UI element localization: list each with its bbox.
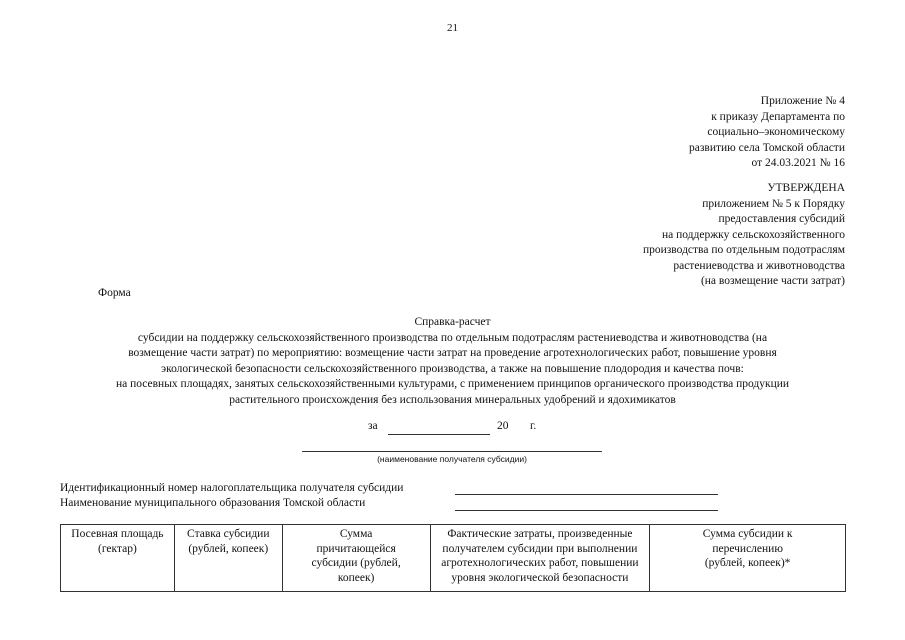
approved-line: приложением № 5 к Порядку xyxy=(702,197,845,210)
inn-blank-line[interactable] xyxy=(455,494,718,495)
header-line: копеек) xyxy=(337,571,375,584)
approved-line: предоставления субсидий xyxy=(718,213,845,225)
header-line: получателем субсидии при выполнении xyxy=(442,542,638,555)
header-line: (рублей, копеек) xyxy=(188,542,269,555)
approved-line: производства по отдельным подотраслям xyxy=(642,244,845,256)
form-label: Форма xyxy=(98,287,131,299)
page-number: 21 xyxy=(447,22,458,34)
header-transfer-amount xyxy=(650,525,846,592)
title-line: на посевных площадях, занятых сельскохозяйственными культурами, с применением принципов органического производства продукции xyxy=(115,378,790,390)
recipient-blank-line[interactable] xyxy=(302,451,602,452)
inn-label: Идентификационный номер налогоплательщика получателя субсидии xyxy=(60,482,404,494)
municipality-blank-line[interactable] xyxy=(455,510,718,511)
approved-line: УТВЕРЖДЕНА xyxy=(767,182,845,194)
approved-line: (на возмещение части затрат) xyxy=(700,275,845,287)
header-subsidy-rate xyxy=(174,525,282,592)
header-line: (гектар) xyxy=(98,542,137,555)
appendix-line: к приказу Департамента по xyxy=(711,110,845,123)
appendix-block xyxy=(689,94,845,172)
subsidy-table xyxy=(60,524,846,592)
title-line: возмещение части затрат) по мероприятию: возмещение части затрат на проведение агротехнологических работ, повышение уровня xyxy=(128,347,777,359)
period-year-prefix: 20 xyxy=(497,420,509,432)
header-line: перечислению xyxy=(712,542,783,555)
period-blank-line[interactable] xyxy=(388,434,490,435)
appendix-line: Приложение № 4 xyxy=(760,95,845,107)
header-sown-area xyxy=(61,525,175,592)
appendix-line: социально–экономическому xyxy=(707,126,845,138)
appendix-line: развитию села Томской области xyxy=(689,141,845,154)
period-suffix: г. xyxy=(530,420,537,432)
header-due-amount xyxy=(282,525,430,592)
municipality-label: Наименование муниципального образования Томской области xyxy=(60,497,366,509)
document-title xyxy=(60,315,845,408)
header-line: Сумма xyxy=(339,528,373,540)
approved-line: на поддержку сельскохозяйственного xyxy=(661,228,845,241)
header-line: Посевная площадь xyxy=(71,528,164,540)
title-line: экологической безопасности сельскохозяйственного производства, а также на повышение плодородия и качества почв: xyxy=(161,362,744,375)
title-line: Справка-расчет xyxy=(414,316,491,328)
approved-line: растениеводства и животноводства xyxy=(673,259,845,272)
header-line: причитающейся xyxy=(316,542,396,555)
header-line: Ставка субсидии xyxy=(187,528,270,540)
title-line: субсидии на поддержку сельскохозяйственного производства по отдельным подотраслям растениеводства и животноводства (на xyxy=(137,331,768,344)
header-line: Фактические затраты, произведенные xyxy=(447,528,633,540)
table-header-row xyxy=(61,525,846,592)
header-line: уровня экологической безопасности xyxy=(451,571,629,584)
approved-block xyxy=(643,181,845,290)
appendix-line: от 24.03.2021 № 16 xyxy=(751,157,845,169)
header-line: Сумма субсидии к xyxy=(702,528,793,540)
header-line: (рублей, копеек)* xyxy=(704,557,791,569)
title-line: растительного происхождения без использования минеральных удобрений и ядохимикатов xyxy=(229,393,676,406)
recipient-caption: (наименование получателя субсидии) xyxy=(377,454,527,464)
header-actual-costs xyxy=(430,525,650,592)
header-line: субсидии (рублей, xyxy=(311,557,401,569)
period-prefix: за xyxy=(368,420,378,432)
header-line: агротехнологических работ, повышении xyxy=(441,557,639,569)
